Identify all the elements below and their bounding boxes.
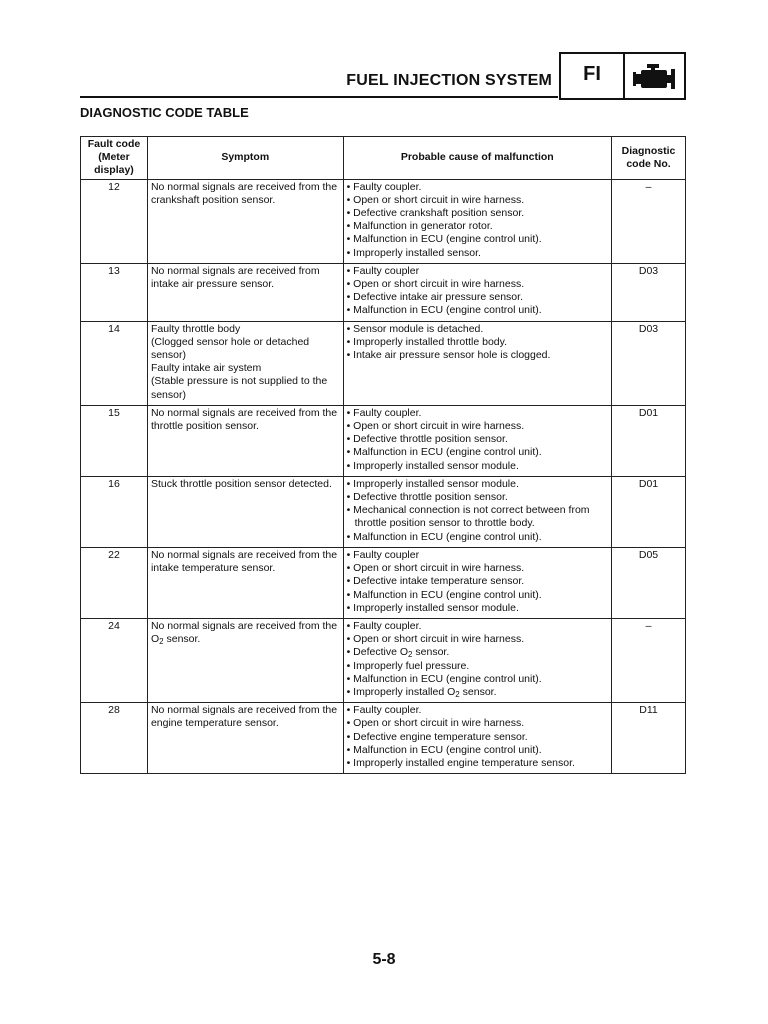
cause-list <box>343 476 611 547</box>
symptom: No normal signals are received from the crankshaft position sensor. <box>147 179 343 263</box>
fault-code: 28 <box>81 703 148 774</box>
symptom-line: Faulty throttle body <box>150 322 241 335</box>
fault-code: 13 <box>81 263 148 321</box>
engine-icon <box>625 54 684 98</box>
cause-text: sensor. <box>412 646 450 659</box>
fault-code: 14 <box>81 321 148 405</box>
symptom: No normal signals are received from the intake temperature sensor. <box>147 547 343 618</box>
cause-item: • Sensor module is detached. <box>346 322 484 335</box>
cause-item <box>347 646 608 659</box>
fault-code: 22 <box>81 547 148 618</box>
diagnostic-code: D11 <box>612 703 686 774</box>
chapter-badge <box>559 52 686 100</box>
cause-item: • Malfunction in ECU (engine control unit). <box>346 588 542 601</box>
cause-item: • Improperly installed engine temperature sensor. <box>346 756 575 769</box>
cause-list <box>343 263 611 321</box>
diagnostic-code: D03 <box>612 321 686 405</box>
page-header <box>80 52 686 100</box>
cause-item: • Intake air pressure sensor hole is clogged. <box>346 349 551 362</box>
cause-item: • Improperly installed sensor module. <box>346 477 519 490</box>
diagnostic-code: D01 <box>612 405 686 476</box>
cause-list <box>343 405 611 476</box>
cause-item: • Open or short circuit in wire harness. <box>346 633 525 646</box>
subscript: 2 <box>159 637 164 647</box>
chapter-badge-label: FI <box>561 54 625 98</box>
header-diagnostic-code: Diagnostic code No. <box>612 137 686 180</box>
fault-code: 12 <box>81 179 148 263</box>
cause-item: • Faulty coupler. <box>346 619 422 632</box>
cause-item <box>347 686 608 699</box>
cause-item: • Faulty coupler. <box>346 704 422 717</box>
header-rule <box>80 96 558 98</box>
symptom-line: (Stable pressure is not supplied to the sensor) <box>150 375 328 401</box>
cause-item: • Open or short circuit in wire harness. <box>346 193 525 206</box>
diagnostic-code: D05 <box>612 547 686 618</box>
cause-list <box>343 179 611 263</box>
cause-item: • Malfunction in ECU (engine control unit). <box>346 233 542 246</box>
cause-item: • Defective crankshaft position sensor. <box>346 207 525 220</box>
header-cause: Probable cause of malfunction <box>343 137 611 180</box>
cause-list <box>343 547 611 618</box>
cause-item: • Faulty coupler. <box>346 180 422 193</box>
section-title: DIAGNOSTIC CODE TABLE <box>80 105 249 120</box>
symptom: Stuck throttle position sensor detected. <box>147 476 343 547</box>
cause-item: • Faulty coupler <box>346 264 420 277</box>
cause-item: • Faulty coupler <box>346 548 420 561</box>
cause-item: • Defective engine temperature sensor. <box>346 730 528 743</box>
cause-text: • Improperly installed O <box>346 685 456 698</box>
cause-item: • Malfunction in generator rotor. <box>346 220 493 233</box>
cause-item: • Defective intake temperature sensor. <box>346 575 525 588</box>
symptom <box>147 618 343 702</box>
header-symptom: Symptom <box>147 137 343 180</box>
cause-item: • Improperly installed throttle body. <box>346 335 508 348</box>
diagnostic-code-table <box>80 136 686 774</box>
cause-item: • Malfunction in ECU (engine control unit). <box>346 446 542 459</box>
cause-item: • Malfunction in ECU (engine control unit). <box>346 304 542 317</box>
symptom-line: (Clogged sensor hole or detached sensor) <box>150 335 310 362</box>
chapter-title: FUEL INJECTION SYSTEM <box>346 72 552 89</box>
cause-list <box>343 321 611 405</box>
diagnostic-code: – <box>612 179 686 263</box>
cause-item: • Defective throttle position sensor. <box>346 433 508 446</box>
subscript: 2 <box>408 650 413 660</box>
table-row <box>81 703 686 774</box>
cause-item: • Defective throttle position sensor. <box>346 491 508 504</box>
cause-item: • Defective intake air pressure sensor. <box>346 291 523 304</box>
table-row <box>81 405 686 476</box>
fault-code: 16 <box>81 476 148 547</box>
table-row <box>81 263 686 321</box>
table-row <box>81 547 686 618</box>
table-row <box>81 618 686 702</box>
cause-item: • Open or short circuit in wire harness. <box>346 562 525 575</box>
cause-text: • Defective O <box>346 646 409 659</box>
diagnostic-code: D03 <box>612 263 686 321</box>
fault-code: 15 <box>81 405 148 476</box>
cause-text: sensor. <box>459 685 497 698</box>
cause-item: • Improperly installed sensor module. <box>346 601 519 614</box>
symptom-line: Faulty intake air system <box>150 362 262 375</box>
diagnostic-code: D01 <box>612 476 686 547</box>
cause-item: • Open or short circuit in wire harness. <box>346 278 525 291</box>
cause-item: • Faulty coupler. <box>346 406 422 419</box>
cause-item: • Malfunction in ECU (engine control unit). <box>346 672 542 685</box>
cause-item: • Open or short circuit in wire harness. <box>346 420 525 433</box>
cause-item: • Improperly installed sensor module. <box>346 459 519 472</box>
cause-list <box>343 618 611 702</box>
cause-list <box>343 703 611 774</box>
symptom: No normal signals are received from the throttle position sensor. <box>147 405 343 476</box>
symptom: No normal signals are received from the engine temperature sensor. <box>147 703 343 774</box>
cause-item: • Open or short circuit in wire harness. <box>346 717 525 730</box>
table-row <box>81 179 686 263</box>
cause-item: • Malfunction in ECU (engine control unit). <box>346 743 542 756</box>
header-fault-code: Fault code (Meter display) <box>81 137 148 180</box>
cause-item: • Improperly installed sensor. <box>346 246 481 259</box>
table-row <box>81 321 686 405</box>
symptom-text: sensor. <box>163 633 201 646</box>
page-number: 5-8 <box>372 951 396 968</box>
cause-item: • Mechanical connection is not correct between from throttle position sensor to throttle body. <box>346 504 590 530</box>
fault-code: 24 <box>81 618 148 702</box>
symptom-text: No normal signals are received from the O <box>150 619 338 646</box>
table-row <box>81 476 686 547</box>
subscript: 2 <box>455 689 460 699</box>
cause-item: • Malfunction in ECU (engine control unit). <box>346 530 542 543</box>
table-header-row <box>81 137 686 180</box>
symptom: No normal signals are received from intake air pressure sensor. <box>147 263 343 321</box>
diagnostic-code: – <box>612 618 686 702</box>
cause-item: • Improperly fuel pressure. <box>346 659 470 672</box>
symptom <box>147 321 343 405</box>
